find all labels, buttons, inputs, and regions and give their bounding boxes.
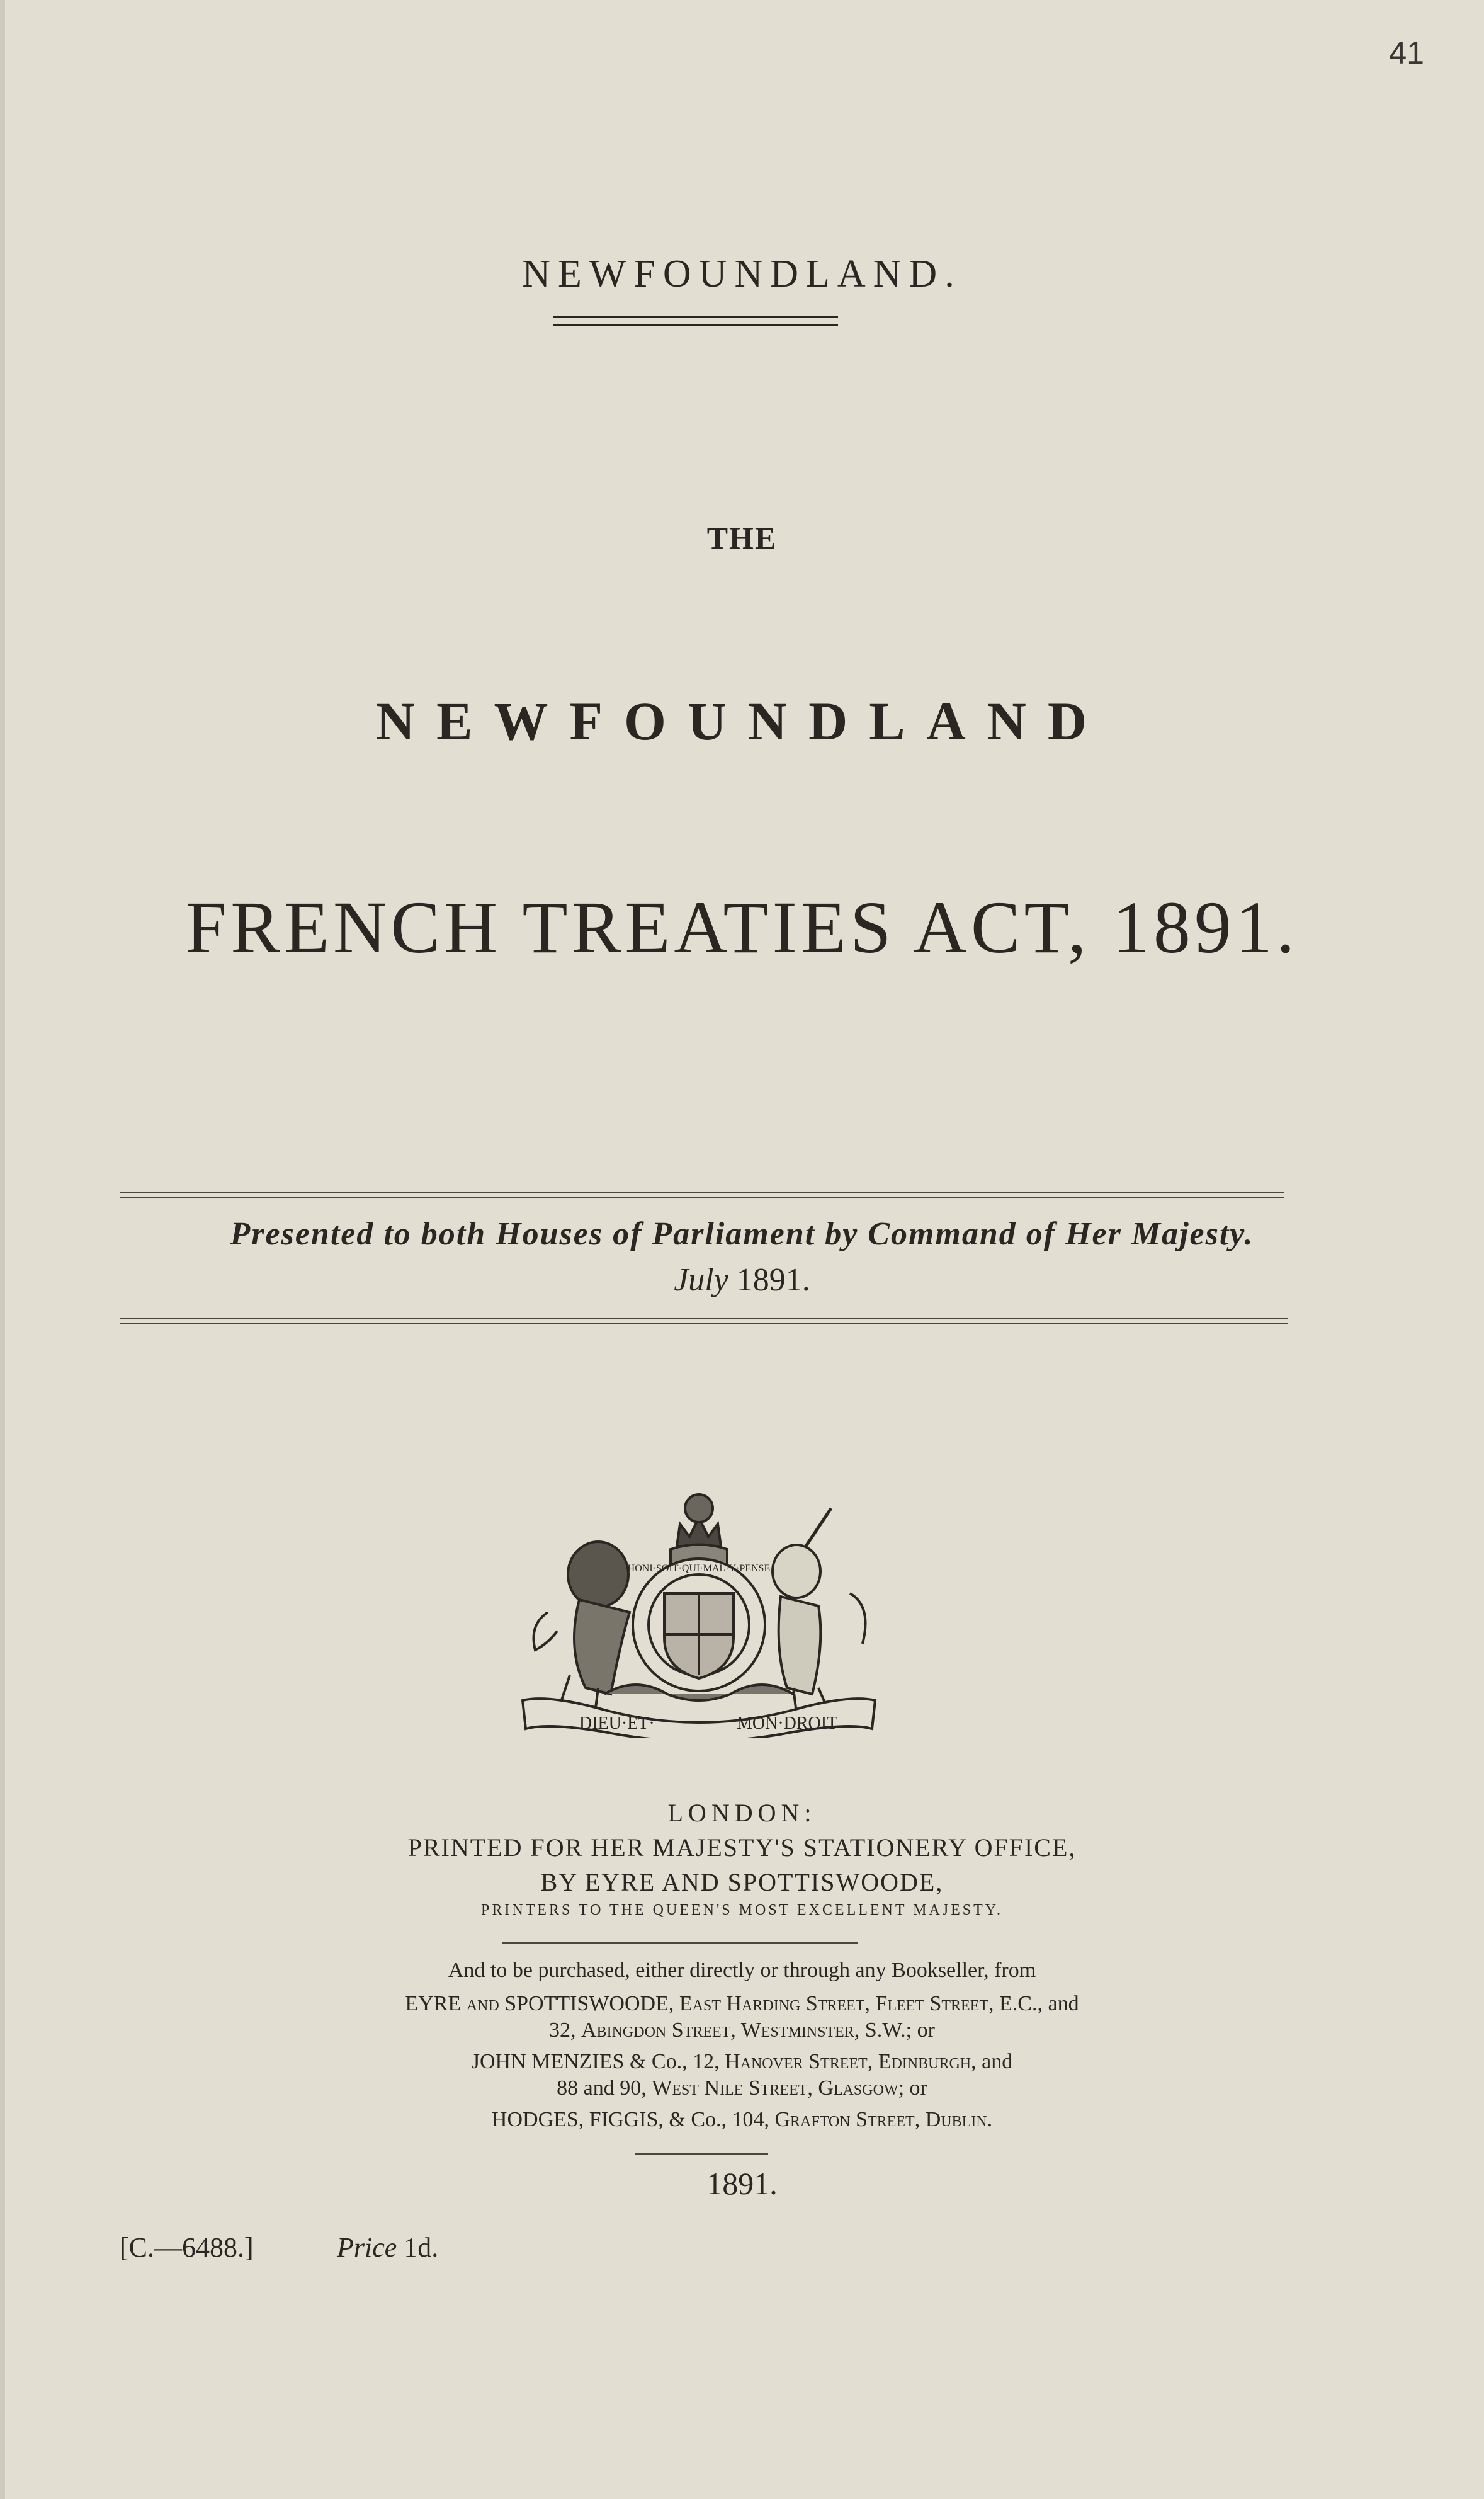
motto-right-text: MON·DROIT [737,1714,838,1733]
bookseller-menzies-address: 88 and 90, West Nile Street, Glasgow; or [557,2076,927,2100]
date-year: 1891. [736,1262,810,1298]
imprint-rule [502,1942,858,1944]
motto-left-text: DIEU·ET· [579,1714,655,1733]
presented-line: Presented to both Houses of Parliament by Command of Her Majesty. [230,1216,1254,1252]
price [337,2231,438,2263]
presented-date [0,1261,1484,1299]
imprint-printed-for: PRINTED FOR HER MAJESTY'S STATIONERY OFFICE, [407,1833,1077,1862]
title-act: FRENCH TREATIES ACT, 1891. [185,886,1299,969]
imprint-city: LONDON: [667,1799,817,1827]
title-newfoundland: NEWFOUNDLAND [376,691,1108,751]
price-label: Price [337,2232,397,2263]
presented-rule-bottom [120,1318,1288,1324]
title-the: THE [706,520,778,555]
bookseller-hodges: HODGES, FIGGIS, & Co., 104, Grafton Street, Dublin. [491,2108,993,2131]
bookseller-menzies: JOHN MENZIES & Co., 12, Hanover Street, Edinburgh, and [471,2050,1013,2073]
header-newfoundland: NEWFOUNDLAND. [522,253,962,295]
year-rule [635,2153,768,2155]
imprint-printers: PRINTERS TO THE QUEEN'S MOST EXCELLENT MAJESTY. [480,1902,1004,1918]
page-number: 41 [1389,35,1424,71]
bookseller-eyre-address: 32, Abingdon Street, Westminster, S.W.; or [549,2018,935,2042]
command-paper-number: [C.—6488.] [120,2232,254,2263]
garter-text: HONI·SOIT·QUI·MAL·Y·PENSE [627,1563,771,1574]
purchase-intro: And to be purchased, either directly or through any Bookseller, from [448,1959,1036,1982]
imprint-by: BY EYRE AND SPOTTISWOODE, [540,1868,944,1896]
royal-coat-of-arms-icon [510,1486,888,1738]
presented-rule-top [120,1192,1284,1198]
price-value: 1d. [404,2232,439,2263]
header-rule [553,316,838,326]
bookseller-eyre: EYRE and SPOTTISWOODE, East Harding Street, Fleet Street, E.C., and [405,1992,1079,2015]
publication-year: 1891. [706,2166,778,2201]
date-month: July [674,1262,728,1298]
